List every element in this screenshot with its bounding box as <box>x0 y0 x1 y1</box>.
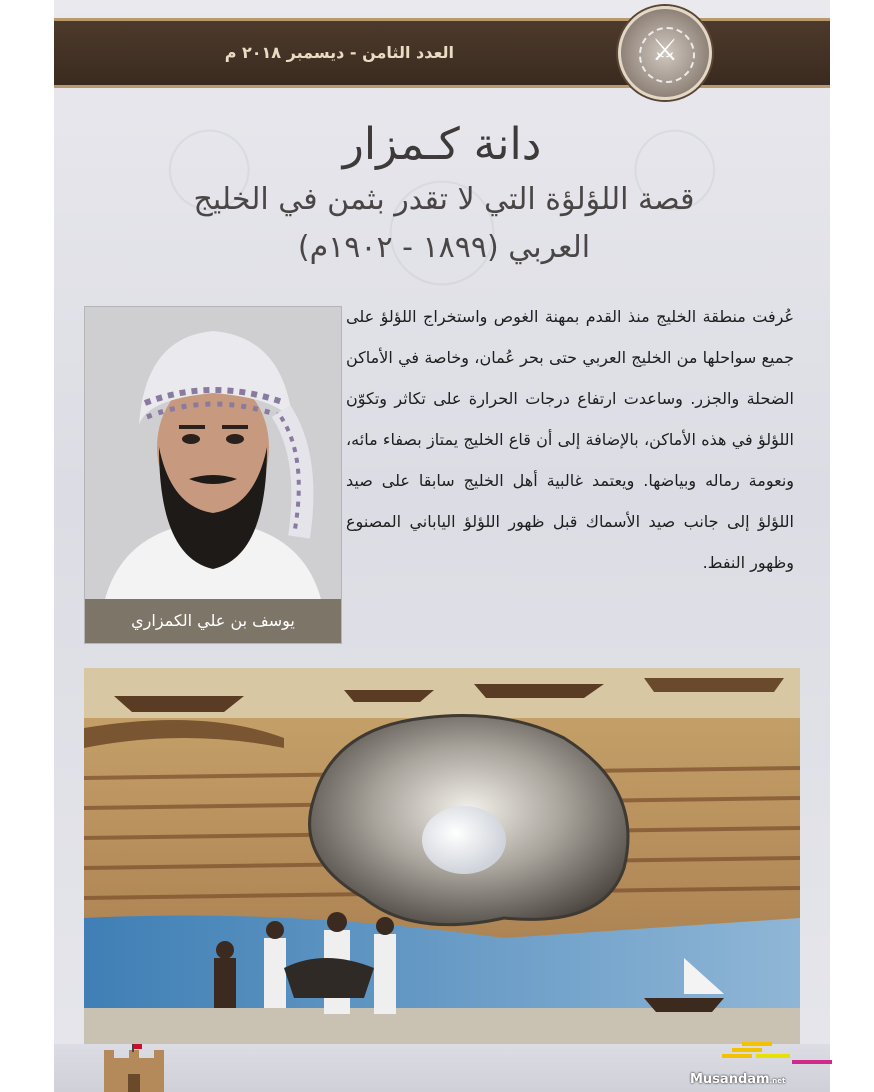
page-subtitle <box>94 176 794 272</box>
musandam-brand <box>690 1072 785 1087</box>
subtitle-line-1: قصة اللؤلؤة التي لا تقدر بثمن في الخليج <box>193 182 695 217</box>
pearl-collage-photo <box>84 668 800 1044</box>
subtitle-line-2: العربي (١٨٩٩ - ١٩٠٢م) <box>297 230 591 265</box>
issue-label: العدد الثامن - ديسمبر ٢٠١٨ م <box>224 43 454 62</box>
portrait-illustration <box>85 307 341 599</box>
collage-illustration <box>84 668 800 1044</box>
brand-suffix: .net <box>769 1077 786 1085</box>
page-title: دانة كـمزار <box>342 119 542 170</box>
article-body: عُرفت منطقة الخليج منذ القدم بمهنة الغوص واستخراج اللؤلؤ على جميع سواحلها من الخليج العربي حتى بحر عُمان، وخاصة في الأماكن الضحلة والجزر. وساعدت ارتفاع درجات الحرارة على تكاثر وتكوّن اللؤلؤ في هذه الأماكن، بالإضافة إلى أن قاع الخليج يمتاز بصفاء مائه، ونعومة رماله وبياضها. ويعتمد غالبية أهل الخليج سابقا على صيد اللؤلؤ إلى جانب صيد الأسماك قبل ظهور اللؤلؤ الياباني المصنوع وظهور النفط. <box>346 307 794 572</box>
portrait-card <box>84 306 342 644</box>
brand-name: Musandam <box>690 1072 770 1087</box>
magazine-page <box>54 0 830 1092</box>
header-bar <box>54 18 830 88</box>
fort-icon <box>94 1044 174 1092</box>
portrait-photo <box>85 307 341 599</box>
khanjar-icon: ⚔ <box>651 33 679 68</box>
musandam-logo-icon <box>718 1040 848 1070</box>
portrait-caption: يوسف بن علي الكمزاري <box>85 599 341 643</box>
